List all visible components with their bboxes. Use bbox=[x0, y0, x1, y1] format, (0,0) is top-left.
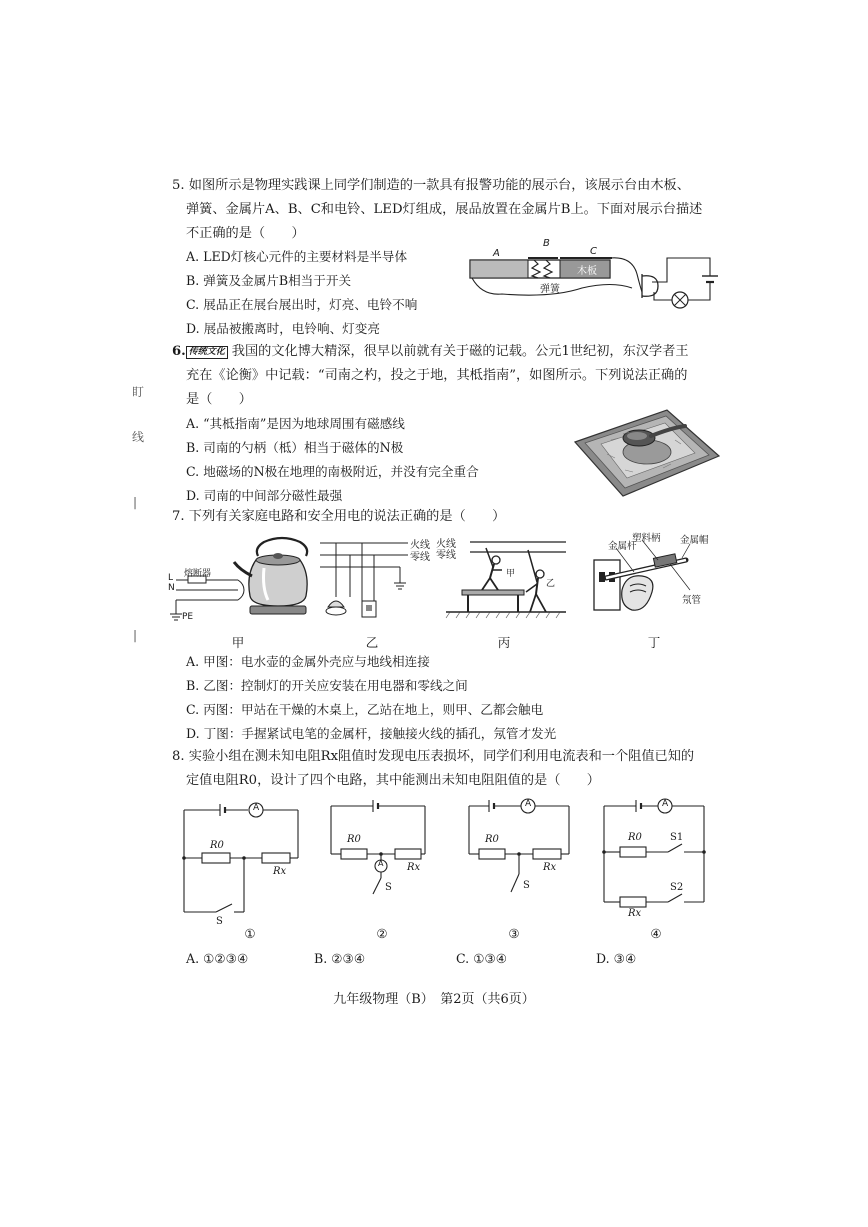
q6-number: 6. bbox=[172, 344, 186, 359]
page-footer: 九年级物理（B） 第2页（共6页） bbox=[333, 992, 535, 1007]
r0-label: R0 bbox=[347, 834, 361, 845]
q6-option-b: B. 司南的勺柄（柢）相当于磁体的N极 bbox=[186, 440, 404, 455]
q8-circuit-1 bbox=[180, 798, 304, 927]
rx-label: Rx bbox=[273, 866, 287, 877]
plastic-handle-label: 塑料柄 bbox=[632, 533, 661, 544]
q5-option-a: A. LED灯核心元件的主要材料是半导体 bbox=[186, 249, 408, 264]
neutral-wire-label: 零线 bbox=[410, 552, 430, 563]
r0-label: R0 bbox=[628, 832, 642, 843]
q8-option-a: A. ①②③④ bbox=[186, 951, 249, 966]
s2-label: S2 bbox=[670, 882, 684, 893]
fuse-label: 熔断器 bbox=[184, 569, 212, 579]
q7-stem: 7. 下列有关家庭电路和安全用电的说法正确的是（ ） bbox=[172, 509, 506, 524]
q8-circuit-2 bbox=[327, 798, 431, 908]
rx-label: Rx bbox=[628, 908, 642, 919]
q6-option-d: D. 司南的中间部分磁性最强 bbox=[186, 488, 343, 503]
q7-caption-yi: 乙 bbox=[365, 635, 379, 650]
label-b: B bbox=[543, 238, 550, 249]
label-a: A bbox=[493, 248, 500, 259]
margin-mark: 盯 bbox=[132, 385, 145, 399]
q7-option-a: A. 甲图：电水壶的金属外壳应与地线相连接 bbox=[186, 654, 430, 669]
label-board: 木板 bbox=[577, 266, 597, 277]
margin-mark: 线 bbox=[132, 430, 145, 444]
q8-stem-line1: 8. 实验小组在测未知电阻Rx阻值时发现电压表损坏，同学们利用电流表和一个阻值已知的 bbox=[172, 749, 695, 764]
q8-stem-line2: 定值电阻R0，设计了四个电路，其中能测出未知电阻阻值的是（ ） bbox=[186, 773, 600, 788]
q5-stem-line1: 5. 如图所示是物理实践课上同学们制造的一款具有报警功能的展示台，该展示台由木板、 bbox=[172, 178, 690, 193]
person-yi-label: 乙 bbox=[546, 579, 556, 589]
q6-stem-line2: 充在《论衡》中记载：“司南之杓，投之于地，其柢指南”，如图所示。下列说法正确的 bbox=[186, 368, 688, 383]
q5-option-d: D. 展品被搬离时，电铃响、灯变亮 bbox=[186, 321, 380, 336]
q6-stem-text: 我国的文化博大精深，很早以前就有关于磁的记载。公元1世纪初，东汉学者王 bbox=[231, 344, 689, 359]
neon-tube-label: 氖管 bbox=[682, 595, 702, 606]
label-c: C bbox=[590, 246, 597, 257]
rx-label: Rx bbox=[407, 862, 421, 873]
metal-rod-label: 金属杆 bbox=[608, 541, 637, 552]
live-wire-label: 火线 bbox=[436, 539, 456, 550]
live-wire-label: 火线 bbox=[410, 540, 430, 551]
q5-option-b: B. 弹簧及金属片B相当于开关 bbox=[186, 273, 352, 288]
q7-caption-bing: 丙 bbox=[497, 635, 511, 650]
ammeter-label: A bbox=[525, 799, 532, 809]
q5-display-stand-figure bbox=[462, 236, 724, 336]
q5-stem-line3: 不正确的是（ ） bbox=[186, 226, 305, 241]
metal-cap-label: 金属帽 bbox=[680, 535, 709, 546]
r0-label: R0 bbox=[485, 834, 499, 845]
r0-label: R0 bbox=[210, 840, 224, 851]
neutral-wire-label: 零线 bbox=[436, 550, 456, 561]
margin-mark: | bbox=[133, 495, 138, 509]
q7-option-d: D. 丁图：手握紧试电笔的金属杆，接触接火线的插孔，氖管才发光 bbox=[186, 726, 557, 741]
q7-caption-jia: 甲 bbox=[231, 635, 245, 650]
switch-label: S bbox=[523, 880, 530, 891]
sinan-compass-image bbox=[571, 404, 723, 499]
q6-option-a: A. “其柢指南”是因为地球周围有磁感线 bbox=[186, 416, 405, 431]
q5-option-c: C. 展品正在展台展出时，灯亮、电铃不响 bbox=[186, 297, 418, 312]
q8-circuit-4 bbox=[598, 796, 710, 918]
N-label: N bbox=[168, 583, 175, 593]
q7-option-b: B. 乙图：控制灯的开关应安装在用电器和零线之间 bbox=[186, 678, 468, 693]
q8-circuit-3 bbox=[465, 796, 573, 908]
ammeter-label: A bbox=[253, 803, 260, 813]
q8-caption-1: ① bbox=[244, 926, 256, 941]
q7-figure-ding bbox=[586, 530, 718, 624]
person-jia-label: 甲 bbox=[506, 569, 516, 579]
margin-mark: | bbox=[133, 628, 138, 642]
tradition-culture-tag: 传统文化 bbox=[186, 346, 228, 359]
q7-figure-yi bbox=[316, 535, 436, 625]
q8-option-c: C. ①③④ bbox=[456, 951, 508, 966]
s1-label: S1 bbox=[670, 832, 684, 843]
q7-figure-jia bbox=[168, 532, 318, 628]
q8-option-b: B. ②③④ bbox=[314, 951, 366, 966]
ammeter-label: A bbox=[378, 859, 384, 868]
q8-caption-4: ④ bbox=[650, 926, 662, 941]
q7-option-c: C. 丙图：甲站在干燥的木桌上，乙站在地上，则甲、乙都会触电 bbox=[186, 702, 544, 717]
q8-option-d: D. ③④ bbox=[596, 951, 637, 966]
switch-label: S bbox=[216, 916, 223, 927]
rx-label: Rx bbox=[543, 862, 557, 873]
ammeter-label: A bbox=[662, 799, 669, 809]
q6-stem-line1 bbox=[172, 343, 689, 361]
L-label: L bbox=[168, 573, 174, 583]
q7-caption-ding: 丁 bbox=[647, 635, 661, 650]
q8-caption-3: ③ bbox=[508, 926, 520, 941]
label-spring: 弹簧 bbox=[540, 284, 560, 295]
PE-label: PE bbox=[182, 612, 194, 622]
q6-option-c: C. 地磁场的N极在地理的南极附近，并没有完全重合 bbox=[186, 464, 479, 479]
q5-stem-line2: 弹簧、金属片A、B、C和电铃、LED灯组成，展品放置在金属片B上。下面对展示台描述 bbox=[186, 202, 703, 217]
q8-caption-2: ② bbox=[376, 926, 388, 941]
q6-stem-line3: 是（ ） bbox=[186, 392, 252, 407]
switch-label: S bbox=[385, 882, 392, 893]
q7-figure-bing bbox=[436, 534, 568, 620]
